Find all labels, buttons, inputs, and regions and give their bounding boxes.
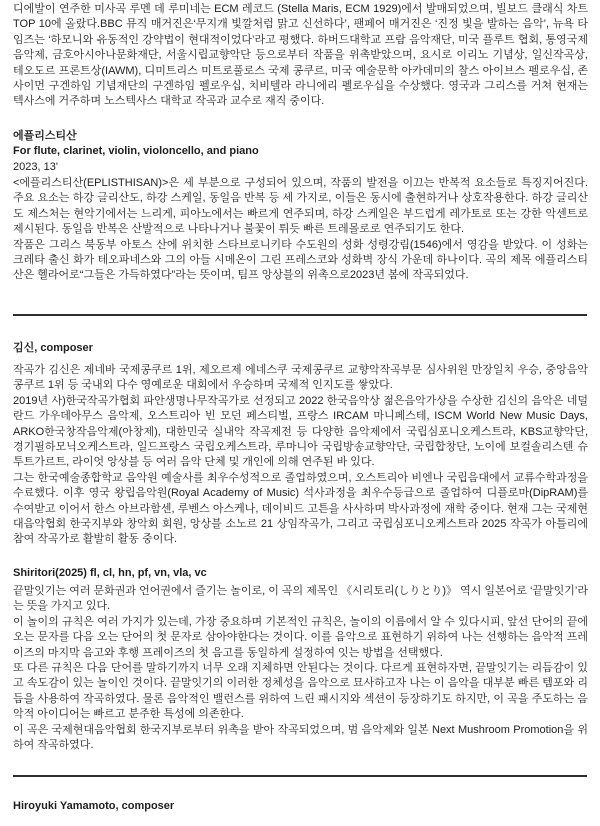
- work2-heading: Shiritori(2025) fl, cl, hn, pf, vn, vla, vc: [13, 567, 207, 579]
- work1-program-note: [13, 176, 588, 284]
- section-divider: [13, 775, 587, 777]
- paragraph: <에플리스티산(EPLISTHISAN)>은 세 부분으로 구성되어 있으며, 작품의 발전을 이끄는 반복적 요소들로 특징지어진다. 주요 요소는 하강 글리산도, 하강 스케일, 동일음 반복 등 세 가지로, 이들은 동시에 출현하거나 상호작용한다. 하강 글리산도 제스처는 현악기에서는 느리게, 피아노에서는 빠르게 연주되며, 하강 스케일은 부드럽게 레가토로 또는 강한 악센트로 제시된다. 동일음 반복은 산발적으로 나타나거나 불꽃이 튀듯 빠른 트레몰로로 연주되기도 한다.: [13, 177, 588, 236]
- paragraph: 끝말잇기는 여러 문화권과 언어권에서 즐기는 놀이로, 이 곡의 제목인 《시리토리(しりとり)》 역시 일본어로 ‘끝말잇기’라는 뜻을 가지고 있다.: [13, 585, 588, 613]
- section-divider: [13, 314, 587, 316]
- paragraph: 디에발이 연주한 미사곡 루멘 데 루미네는 ECM 레코드 (Stella Maris, ECM 1929)에서 발매되었으며, 빌보드 클래식 차트 TOP 10에 올랐다.BBC 뮤직 매거진은‘무지개 빛깔처럼 맑고 신선하다’, 팬페어 매거진은 ‘진정 빛을 발하는 음악’, 뉴욕 타임즈는 ‘하모니와 유동적인 강약법이 현대적이었다’라고 평했다. 하버드대학교 프람 음악재단, 미국 플루트 협회, 통영국제음악제, 금호아시아나문화재단, 서울시립교향악단 등으로부터 작품을 위촉받았으며, 요시로 이리노 기념상, 일신작곡상, 테오도르 프론트상(IAWM), 디미트리스 미트로풀로스 국제 콩쿠르, 미국 예술문학 아카데미의 찰스 아이브스 펠로우십, 존 사이먼 구겐하임 기념재단의 구겐하임 펠로우십, 치비텔라 라니에리 펠로우십을 수상했다. 영국과 그리스를 거쳐 현재는 텍사스에 거주하며 노스텍사스 대학교 작곡과 교수로 재직 중이다.: [13, 3, 588, 108]
- paragraph: 그는 한국예술종합학교 음악원 예술사를 최우수성적으로 졸업하였으며, 오스트리아 비엔나 국립음대에서 교류수학과정을 수료했다. 이후 영국 왕립음악원(Royal Academy of Music) 석사과정을 최우수등급으로 졸업하여 디플로마(DipRAM)를 수여받고 이어서 한스 아브라함센, 루벤스 아스케나, 데이비드 고튼을 사사하며 박사과정에 재학 중이다. 현재 그는 국제현대음악협회 한국지부와 창악회 회원, 앙상블 소노르 21 상임작곡가, 그리고 국립심포니오케스트라 2025 작곡가 아틀리에 참여 작곡가로 활발히 활동 중이다.: [13, 471, 588, 546]
- paragraph: 이 곡은 국제현대음악협회 한국지부로부터 위촉을 받아 작곡되었으며, 범 음악제와 일본 Next Mushroom Promotion을 위하여 작곡하였다.: [13, 723, 588, 752]
- paragraph: 작품은 그리스 북동부 아토스 산에 위치한 스타브로니키타 수도원의 성화 성령강림(1546)에서 영감을 받았다. 이 성화는 크레타 출신 화가 테오파네스와 그의 아들 시메온이 그린 프레스코와 성화벽 장식 가운데 하나이다. 곡의 제목 에플리스티산은 헬라어로“그들은 가득하였다”라는 뜻이며, 팀프 앙상블의 위촉으로2023년 봄에 작곡되었다.: [13, 238, 588, 282]
- work1-header: [13, 129, 588, 175]
- composer1-heading: 김신, composer: [13, 342, 93, 354]
- paragraph: 이 놀이의 규칙은 여러 가지가 있는데, 가장 중요하며 기본적인 규칙은, 놀이의 이름에서 알 수 있다시피, 앞선 단어의 끝에 오는 문자를 다음 오는 단어의 첫 문자로 삼아야한다는 것이다. 이를 음악으로 표현하기 위하여 나는 선행하는 음악적 프레이즈의 마지막 음고와 후행 프레이즈의 첫 음고를 동일하게 설정하여 잇는 방법을 선택했다.: [13, 615, 588, 659]
- paragraph: 2019년 사)한국작곡가협회 파안생명나무작곡가로 선정되고 2022 한국음악상 젊은음악가상을 수상한 김신의 음악은 네덜란드 가우데아무스 음악제, 오스트리아 빈 모던 페스티벌, 프랑스 IRCAM 마니페스테, ISCM World New Music Days, ARKO한국창작음악제(아창제), 대한민국 실내악 작곡제전 등 다양한 음악제에서 국립심포니오케스트라, KBS교향악단, 경기필하모닉오케스트라, 일드프랑스 국립오케스트라, 루마니아 국립방송교향악단, 국립합창단, 노이에 보컬솔리스텐 슈투트가르트, 라이엇 앙상블 등 여러 음악 단체 및 개인에 의해 연주된 바 있다.: [13, 394, 588, 469]
- work1-year-duration: 2023, 13': [13, 160, 58, 173]
- paragraph: 작곡가 김신은 제네바 국제콩쿠르 1위, 제오르제 에네스쿠 국제콩쿠르 교향악작곡부문 심사위원 만장일치 우승, 중앙음악콩쿠르 1위 등 국내외 다수 영예로운 대회에서 우승하며 국제적 인지도를 쌓았다.: [13, 364, 588, 392]
- work2-program-note: [13, 584, 588, 753]
- work1-title: 에플리스티산: [13, 130, 77, 142]
- work1-instrumentation: For flute, clarinet, violin, violoncello, and piano: [13, 145, 259, 158]
- composer1-bio: [13, 363, 588, 548]
- intro-continuation-paragraph: [13, 2, 588, 110]
- composer2-heading: Hiroyuki Yamamoto, composer: [13, 800, 175, 812]
- paragraph: 또 다른 규칙은 다음 단어를 말하기까지 너무 오래 지체하면 안된다는 것이다. 다르게 표현하자면, 끝말잇기는 리듬감이 있고 속도감이 있는 놀이인 것이다. 끝말잇기의 이러한 정체성을 음악으로 묘사하고자 나는 이 음악을 대부분 빠른 템포와 리듬을 사용하여 작곡하였다. 물론 음악적인 밸런스를 위하여 느린 패시지와 섹션이 등장하기도 하지만, 이 곡을 주도하는 음악적 아이디어는 빠르고 분주한 특성에 의존한다.: [13, 662, 588, 721]
